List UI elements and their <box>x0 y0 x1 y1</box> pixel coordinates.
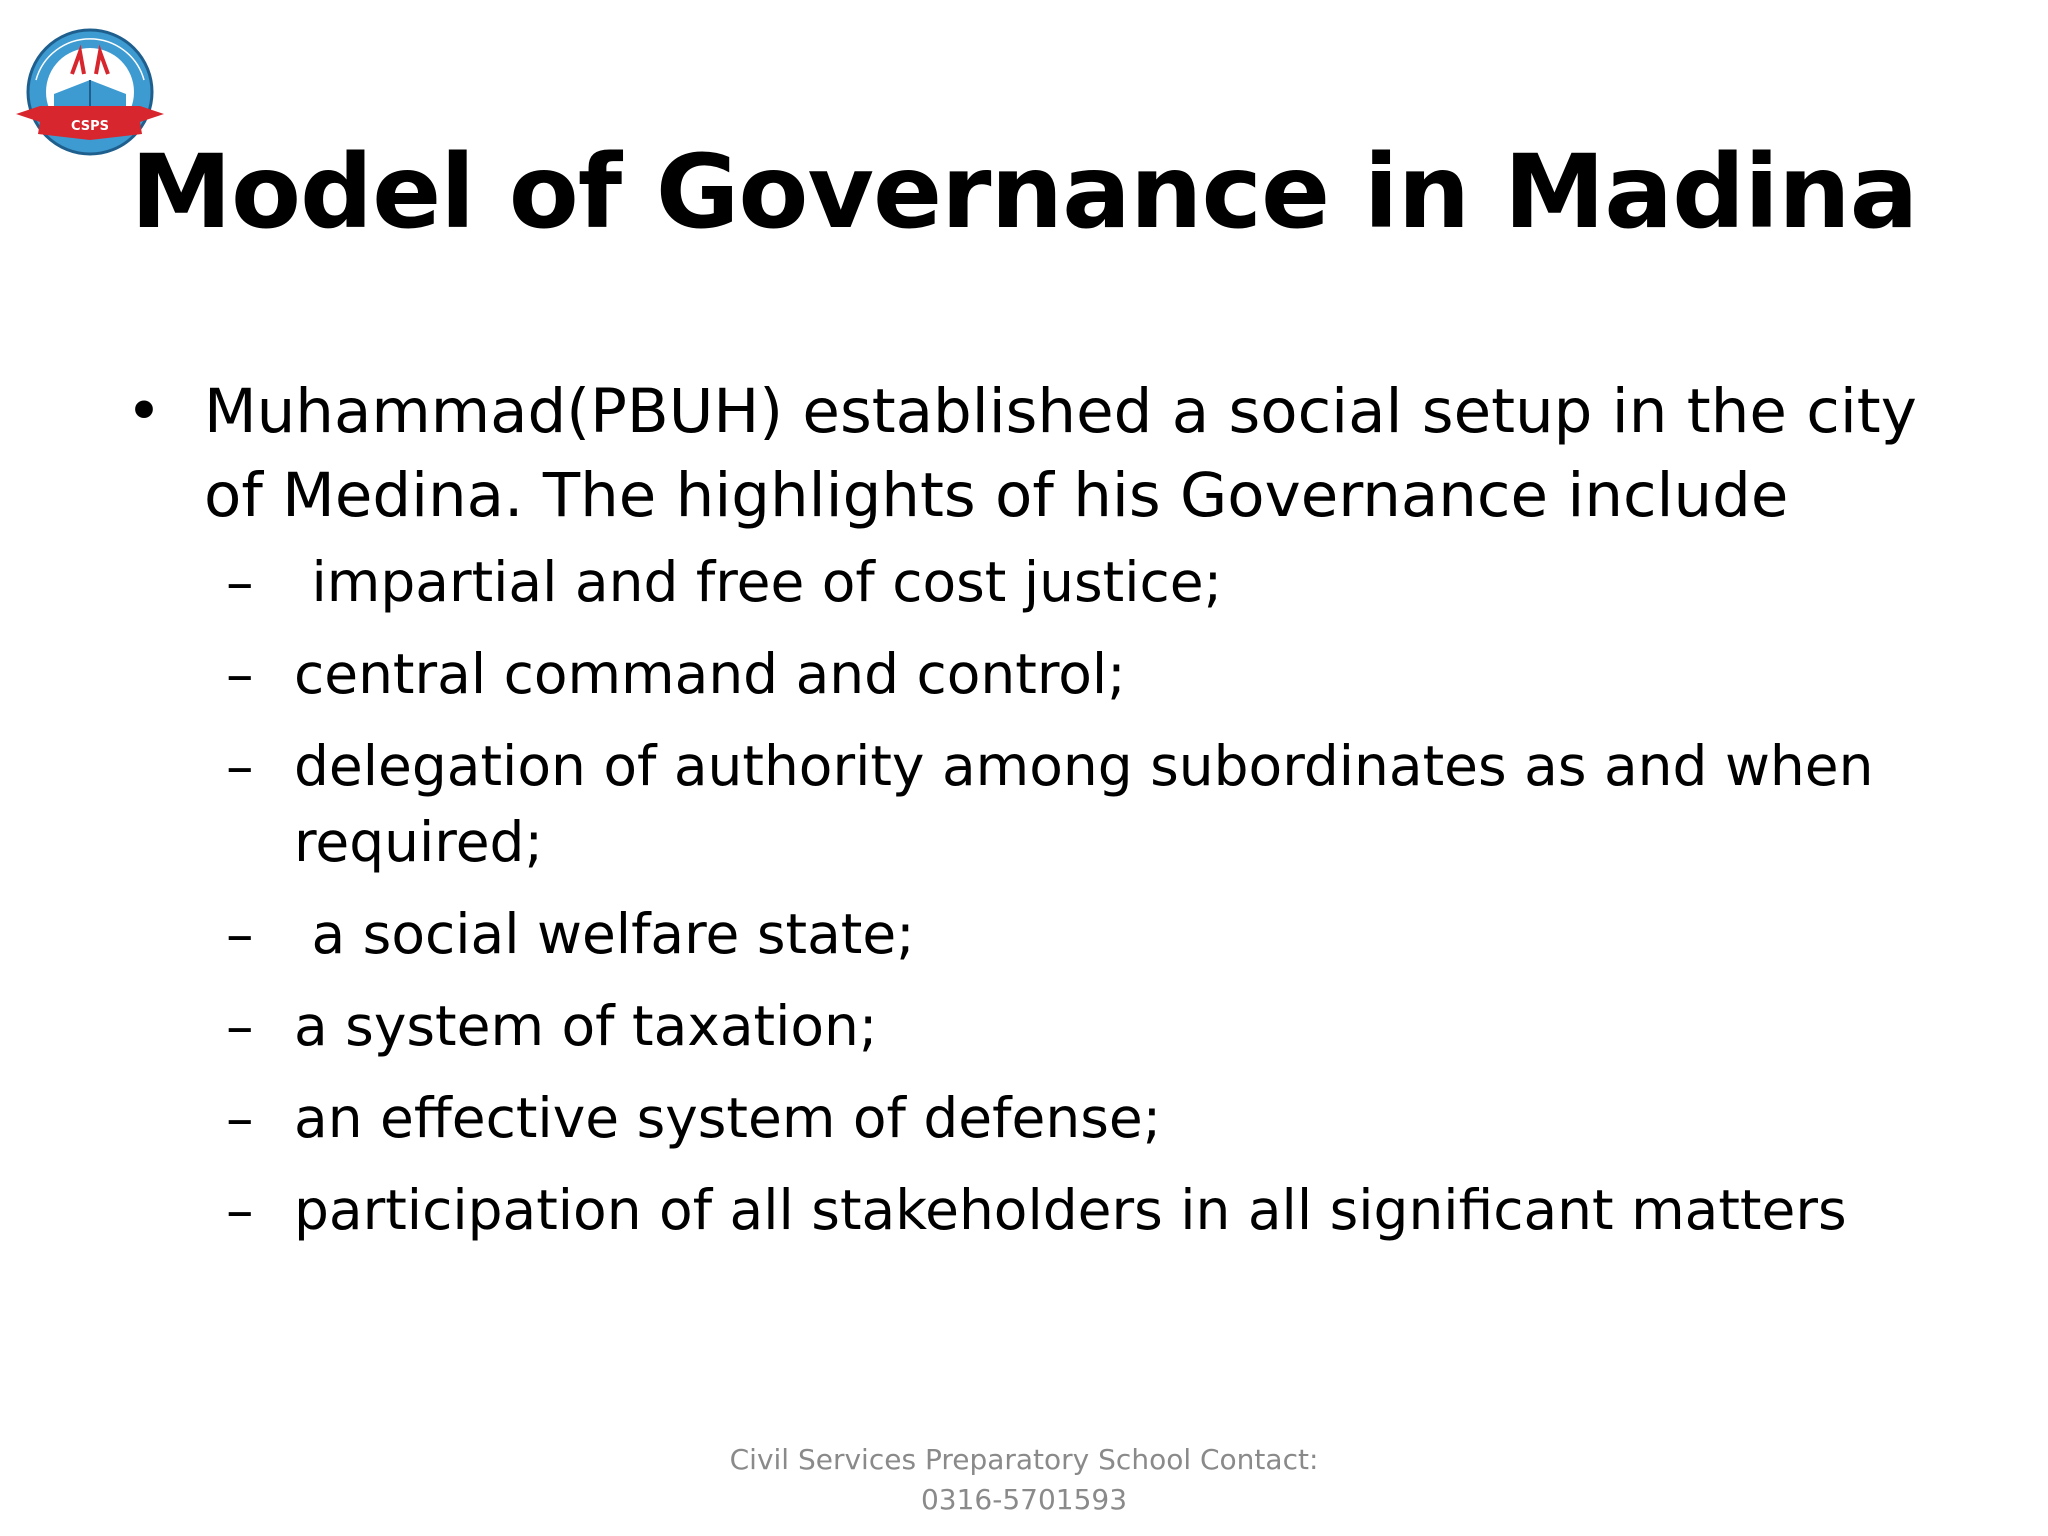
footer-phone: 0316-5701593 <box>920 1483 1128 1516</box>
slide-body <box>120 370 2000 1264</box>
footer-school-contact: Civil Services Preparatory School Contact: <box>729 1443 1319 1476</box>
sub-bullet <box>120 1080 2014 1156</box>
slide-title: Model of Governance in Madina <box>130 133 1918 252</box>
sub-bullet <box>120 1172 2014 1248</box>
sub-bullet <box>120 544 2014 620</box>
main-bullet-text: Muhammad(PBUH) established a social setup in the city of Medina. The highlights of his Governance include <box>204 376 1917 531</box>
sub-bullet-text: central command and control; <box>294 642 1126 706</box>
sub-bullet-text: a social welfare state; <box>294 902 915 966</box>
dash-marker: – <box>226 1086 254 1150</box>
sub-bullet-list <box>120 544 2000 1248</box>
sub-bullet <box>120 728 2014 880</box>
dash-marker: – <box>226 642 254 706</box>
sub-bullet-text: delegation of authority among subordinates as and when required; <box>294 734 1874 874</box>
sub-bullet <box>120 988 2014 1064</box>
dash-marker: – <box>226 734 254 798</box>
dash-marker: – <box>226 1178 254 1242</box>
main-bullet <box>120 370 1984 538</box>
logo-initials: CSPS <box>70 119 110 134</box>
sub-bullet <box>120 896 2014 972</box>
bullet-marker: • <box>126 376 162 447</box>
sub-bullet <box>120 636 2014 712</box>
dash-marker: – <box>226 550 254 614</box>
sub-bullet-text: impartial and free of cost justice; <box>294 550 1223 614</box>
sub-bullet-text: participation of all stakeholders in all significant matters <box>294 1178 1847 1242</box>
slide-footer <box>724 1440 1324 1520</box>
sub-bullet-text: a system of taxation; <box>294 994 878 1058</box>
sub-bullet-text: an effective system of defense; <box>294 1086 1162 1150</box>
dash-marker: – <box>226 902 254 966</box>
dash-marker: – <box>226 994 254 1058</box>
